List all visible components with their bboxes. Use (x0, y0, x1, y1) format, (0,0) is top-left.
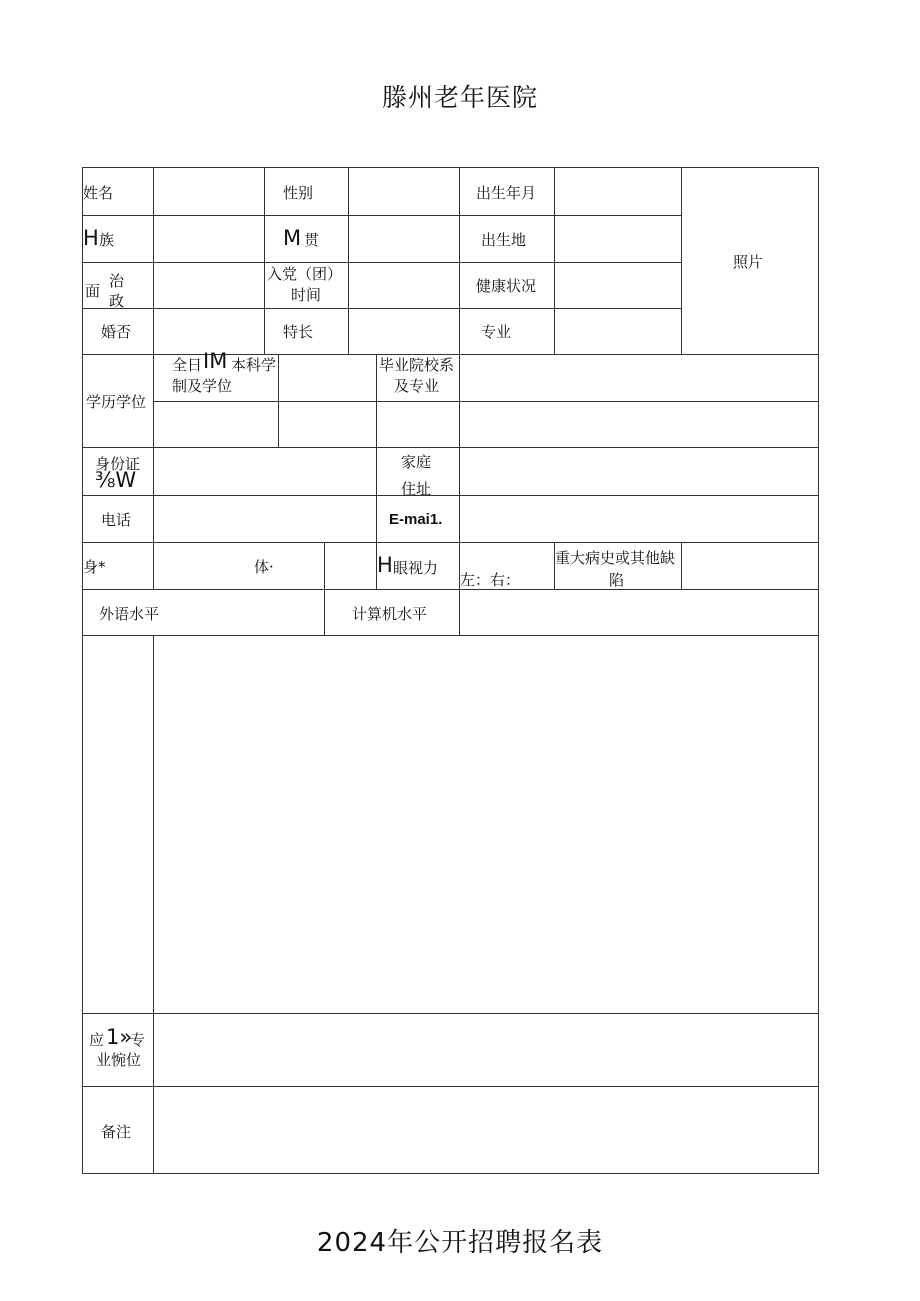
vision-label: 眼视力 (393, 559, 439, 577)
political-label-left: 面 (85, 282, 101, 300)
specialty-label: 特长 (283, 323, 314, 341)
gender-field[interactable] (348, 167, 459, 215)
major-label: 专业 (481, 323, 512, 341)
native-place-label: 贯 (304, 231, 320, 249)
height-label: 身* (83, 558, 106, 576)
school-label-line1: 毕业院校系 (379, 356, 455, 374)
experience-label-cell (82, 635, 153, 1013)
onjob-label-cell[interactable] (153, 401, 278, 447)
ethnicity-prefix: H (83, 226, 99, 250)
position-label-part-c: 专 (130, 1031, 146, 1049)
foreign-lang-label: 外语水平 (99, 605, 160, 623)
medical-label-line2: 陷 (609, 571, 625, 589)
marital-label: 婚否 (101, 323, 132, 341)
specialty-field[interactable] (348, 308, 459, 354)
ethnicity-label: 族 (99, 231, 115, 249)
position-label-line2: 业惋位 (96, 1051, 142, 1069)
political-field[interactable] (153, 262, 264, 308)
vision-prefix: H (377, 553, 393, 577)
document-title: 滕州老年医院 (381, 83, 538, 112)
name-field[interactable] (153, 167, 264, 215)
fulltime-label-line2: 制及学位 (172, 377, 233, 395)
computer-field[interactable] (459, 589, 819, 635)
native-place-field[interactable] (348, 215, 459, 262)
medical-field[interactable] (681, 542, 819, 589)
weight-field[interactable] (324, 542, 376, 589)
vision-values: 左：右： (460, 571, 521, 589)
height-weight-field[interactable] (153, 542, 324, 589)
birthplace-label: 出生地 (481, 231, 527, 249)
party-join-field[interactable] (348, 262, 459, 308)
health-label: 健康状况 (476, 277, 537, 295)
home-field[interactable] (459, 447, 819, 495)
home-label-line1: 家庭 (401, 453, 432, 471)
position-label-part-b: 1» (106, 1025, 133, 1049)
photo-label: 照片 (733, 253, 764, 271)
onjob-school-field[interactable] (459, 401, 819, 447)
education-label: 学历学位 (86, 393, 147, 411)
fulltime-prefix: 全日 (172, 356, 203, 374)
phone-field[interactable] (153, 495, 376, 542)
position-label-part-a: 应 (89, 1031, 105, 1049)
position-field[interactable] (153, 1013, 819, 1086)
major-field[interactable] (554, 308, 681, 354)
home-label-line2: 住址 (401, 480, 432, 498)
fulltime-big: IM (203, 349, 228, 373)
fulltime-suffix: 本科学 (231, 356, 277, 374)
name-label: 姓名 (83, 184, 114, 202)
weight-label: 体· (254, 558, 274, 576)
remarks-label: 备注 (101, 1123, 132, 1141)
id-card-label-line1: 身份证 (95, 455, 141, 473)
fulltime-degree-field[interactable] (278, 354, 376, 401)
native-place-prefix: M (283, 226, 302, 250)
gender-label: 性别 (283, 184, 314, 202)
party-join-label-line2: 时间 (291, 286, 322, 304)
remarks-field[interactable] (153, 1086, 819, 1174)
ethnicity-field[interactable] (153, 215, 264, 262)
medical-label-line1: 重大病史或其他缺 (555, 549, 676, 567)
political-label-right-2: 政 (109, 292, 125, 310)
phone-label: 电话 (101, 511, 132, 529)
birth-date-label: 出生年月 (476, 184, 537, 202)
email-field[interactable] (459, 495, 819, 542)
id-card-label-line2: ⅜W (95, 468, 137, 492)
health-field[interactable] (554, 262, 681, 308)
school-field[interactable] (459, 354, 819, 401)
birthplace-field[interactable] (554, 215, 681, 262)
onjob-school-label-cell[interactable] (376, 401, 459, 447)
party-join-label-line1: 入党（团） (267, 265, 343, 283)
email-label: E-mai1. (389, 511, 443, 528)
id-card-field[interactable] (153, 447, 376, 495)
onjob-degree-field[interactable] (278, 401, 376, 447)
form-title: 2024年公开招聘报名表 (316, 1228, 604, 1258)
computer-label: 计算机水平 (352, 605, 428, 623)
political-label-right-1: 治 (109, 272, 125, 290)
school-label-line2: 及专业 (394, 377, 440, 395)
experience-field[interactable] (153, 635, 819, 1013)
marital-field[interactable] (153, 308, 264, 354)
birth-date-field[interactable] (554, 167, 681, 215)
